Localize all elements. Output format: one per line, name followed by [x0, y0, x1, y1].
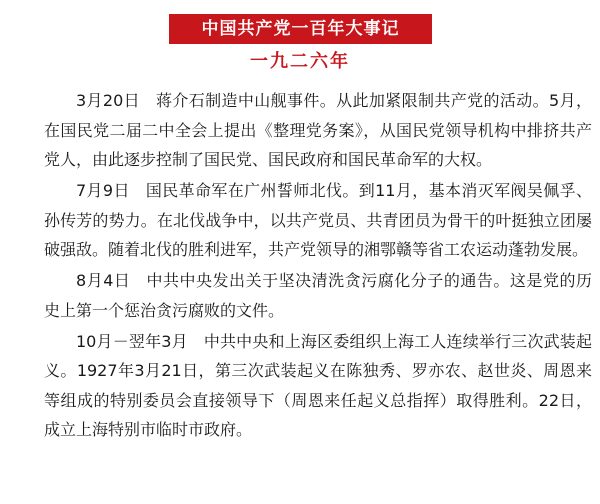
event-text: 中共中央和上海区委组织上海工人连续举行三次武装起义。1927年3月21日，第三次武装起义在陈独秀、罗亦农、赵世炎、周恩来等组成的特别委员会直接领导下（周恩来任起义总指挥）取得胜利。22日，成立上海特别市临时市政府。 [44, 331, 592, 439]
year-heading: 一九二六年 [250, 51, 350, 72]
event-text: 国民革命军在广州誓师北伐。到11月，基本消灭军阀吴佩孚、孙传芳的势力。在北伐战争中，以共产党员、共青团员为骨干的叶挺独立团屡破强敌。随着北伐的胜利进军，共产党领导的湘鄂赣等省工农运动蓬勃发展。 [44, 181, 592, 259]
event-entry [44, 327, 592, 445]
event-date: 10月－翌年3月 [76, 331, 188, 351]
event-date: 3月20日 [76, 91, 141, 110]
event-entry [44, 86, 592, 175]
event-text: 中共中央发出关于坚决清洗贪污腐化分子的通告。这是党的历史上第一个惩治贪污腐败的文件。 [44, 271, 592, 320]
event-date: 7月9日 [76, 181, 130, 200]
event-list [44, 86, 592, 446]
event-entry [44, 266, 592, 325]
page-title: 中国共产党一百年大事记 [169, 14, 432, 44]
event-text: 蒋介石制造中山舰事件。从此加紧限制共产党的活动。5月，在国民党二届二中全会上提出《整理党务案》，从国民党领导机构中排挤共产党人，由此逐步控制了国民党、国民政府和国民革命军的大权。 [44, 91, 592, 169]
event-entry [44, 176, 592, 265]
event-date: 8月4日 [76, 271, 131, 290]
